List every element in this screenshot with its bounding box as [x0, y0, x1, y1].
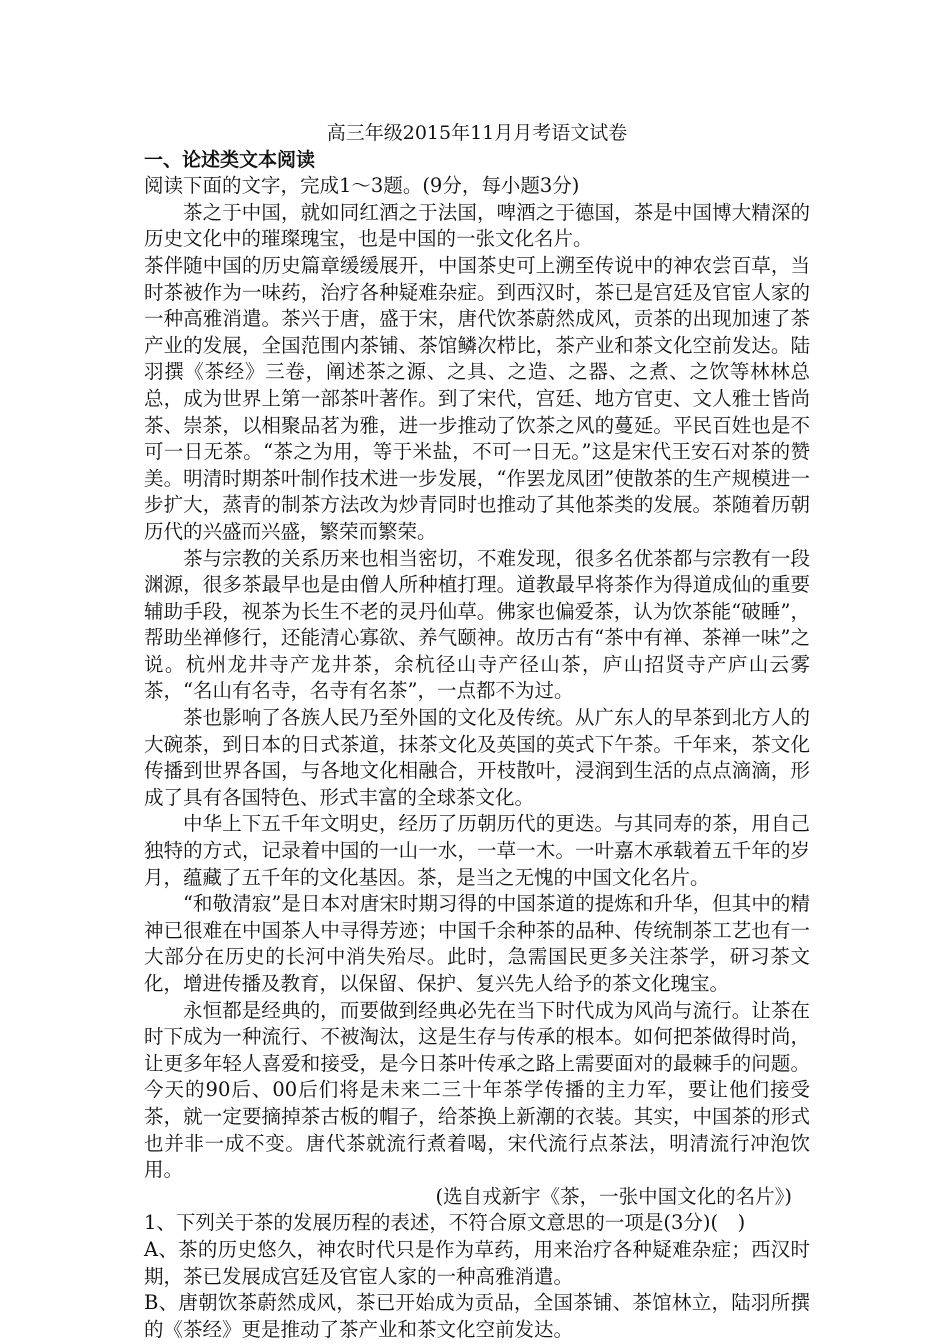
option-b: B、唐朝饮茶蔚然成风，茶已开始成为贡品，全国茶铺、茶馆林立，陆羽所撰的《茶经》更是推动了茶产业和茶文化空前发达。 — [144, 1291, 810, 1341]
paragraph: 永恒都是经典的，而要做到经典必先在当下时代成为风尚与流行。让茶在时下成为一种流行、不被淘汰，这是生存与传承的根本。如何把茶做得时尚，让更多年轻人喜爱和接受，是今日茶叶传承之路上需要面对的最棘手的问题。今天的90后、00后们将是未来二三十年茶学传播的主力军，要让他们接受茶，就一定要摘掉茶古板的帽子，给茶换上新潮的衣装。其实，中国茶的形式也并非一成不变。唐代茶就流行煮着喝，宋代流行点茶法，明清流行冲泡饮用。 — [144, 998, 810, 1182]
document-page — [144, 120, 810, 1343]
paragraph: 茶也影响了各族人民乃至外国的文化及传统。从广东人的早茶到北方人的大碗茶，到日本的日式茶道，抹茶文化及英国的英式下午茶。千年来，茶文化传播到世界各国，与各地文化相融合，开枝散叶，浸润到生活的点点滴滴，形成了具有各国特色、形式丰富的全球茶文化。 — [144, 706, 810, 809]
question-1: 1、下列关于茶的发展历程的表述，不符合原文意思的一项是(3分)( ) — [144, 1211, 746, 1235]
section-heading: 一、论述类文本阅读 — [144, 148, 316, 171]
paragraph: 茶之于中国，就如同红酒之于法国，啤酒之于德国，茶是中国博大精深的历史文化中的璀璨瑰宝，也是中国的一张文化名片。 — [144, 200, 810, 251]
paragraph: 中华上下五千年文明史，经历了历朝历代的更迭。与其同寿的茶，用自己独特的方式，记录着中国的一山一水，一草一木。一叶嘉木承载着五千年的岁月，蕴藏了五千年的文化基因。茶，是当之无愧的中国文化名片。 — [144, 812, 810, 889]
paragraph: 茶与宗教的关系历来也相当密切，不难发现，很多名优茶都与宗教有一段渊源，很多茶最早也是由僧人所种植打理。道教最早将茶作为得道成仙的重要辅助手段，视茶为长生不老的灵丹仙草。佛家也偏爱茶，认为饮茶能“破睡”，帮助坐禅修行，还能清心寡欲、养气颐神。故历古有“茶中有禅、茶禅一味”之说。杭州龙井寺产龙井茶，余杭径山寺产径山茶，庐山招贤寺产庐山云雾茶，“名山有名寺，名寺有名茶”，一点都不为过。 — [144, 546, 810, 703]
paragraph: 茶伴随中国的历史篇章缓缓展开，中国茶史可上溯至传说中的神农尝百草，当时茶被作为一味药，治疗各种疑难杂症。到西汉时，茶已是宫廷及官宦人家的一种高雅消遣。茶兴于唐，盛于宋，唐代饮茶蔚然成风，贡茶的出现加速了茶产业的发展，全国范围内茶铺、茶馆鳞次栉比，茶产业和茶文化空前发达。陆羽撰《茶经》三卷，阐述茶之源、之具、之造、之器、之煮、之饮等林林总总，成为世界上第一部茶叶著作。到了宋代，宫廷、地方官吏、文人雅士皆尚茶、崇茶，以相聚品茗为雅，进一步推动了饮茶之风的蔓延。平民百姓也是不可一日无茶。“茶之为用，等于米盐，不可一日无。”这是宋代王安石对茶的赞美。明清时期茶叶制作技术进一步发展，“作罢龙凤团”使散茶的生产规模进一步扩大，蒸青的制茶方法改为炒青同时也推动了其他茶类的发展。茶随着历朝历代的兴盛而兴盛，繁荣而繁荣。 — [144, 253, 810, 543]
instruction-text: 阅读下面的文字，完成1～3题。(9分，每小题3分) — [144, 174, 580, 198]
source-citation: (选自戎新宇《茶，一张中国文化的名片》) — [435, 1184, 792, 1208]
paragraph: “和敬清寂”是日本对唐宋时期习得的中国茶道的提炼和升华，但其中的精神已很难在中国茶人中寻得芳迹；中国千余种茶的品种、传统制茶工艺也有一大部分在历史的长河中消失殆尽。此时，急需国民更多关注茶学，研习茶文化，增进传播及教育，以保留、保护、复兴先人给予的茶文化瑰宝。 — [144, 892, 810, 995]
option-a: A、茶的历史悠久，神农时代只是作为草药，用来治疗各种疑难杂症；西汉时期，茶已发展成宫廷及官宦人家的一种高雅消遣。 — [144, 1237, 810, 1288]
exam-title: 高三年级2015年11月月考语文试卷 — [326, 122, 628, 144]
